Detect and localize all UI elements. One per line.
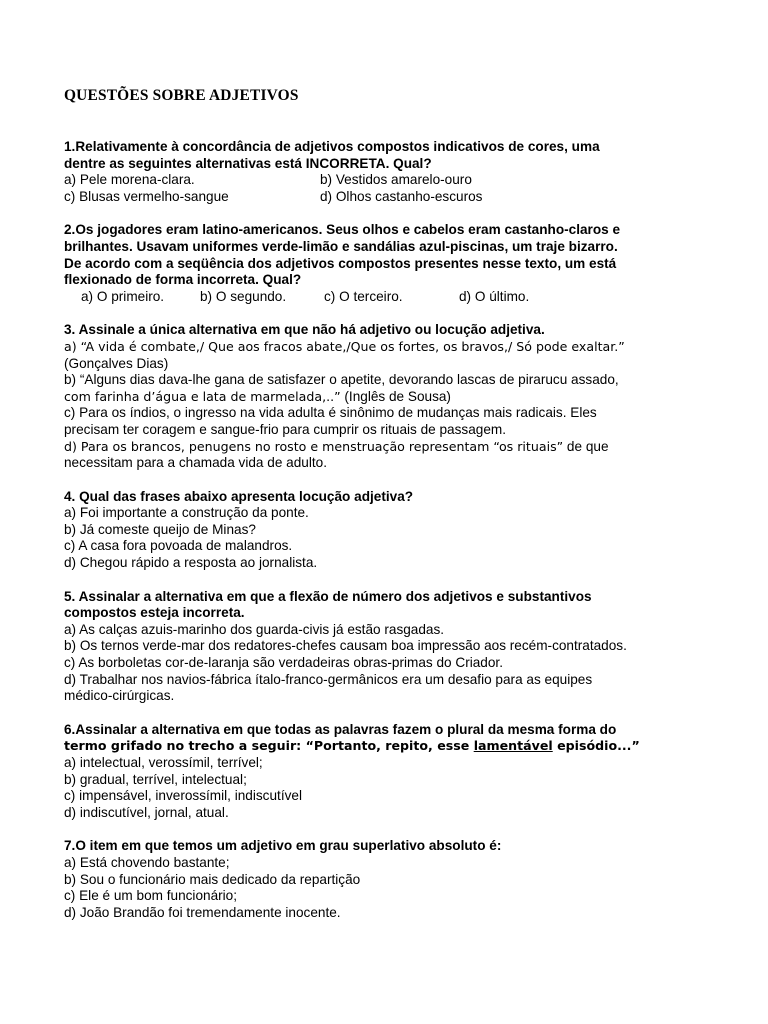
question-6-option-d: d) indiscutível, jornal, atual. xyxy=(64,804,229,820)
question-1-stem-line-2: dentre as seguintes alternativas está INCORRETA. Qual? xyxy=(64,155,432,171)
question-4-stem: 4. Qual das frases abaixo apresenta locução adjetiva? xyxy=(64,488,414,504)
question-1-option-a: a) Pele morena-clara. xyxy=(64,172,195,188)
question-3-option-b-quote: com farinha d’água e lata de marmelada,..” xyxy=(64,388,341,404)
question-3-option-b-line-1: b) “Alguns dias dava-lhe gana de satisfazer o apetite, devorando lascas de pirarucu assado, xyxy=(64,372,619,388)
question-6-stem-line-2 xyxy=(64,738,714,755)
question-7-stem: 7.O item em que temos um adjetivo em grau superlativo absoluto é: xyxy=(64,838,502,854)
question-3-option-d-part-2: de que xyxy=(563,438,609,454)
question-6-stem-part-2: episódio...” xyxy=(552,738,640,754)
question-6 xyxy=(64,722,714,822)
question-2-option-c: c) O terceiro. xyxy=(324,288,403,304)
question-3-option-d-line-2: necessitam para a chamada vida de adulto. xyxy=(64,455,327,471)
question-1-alternatives xyxy=(64,172,714,205)
document-title: QUESTÕES SOBRE ADJETIVOS xyxy=(64,87,299,104)
question-2-stem-line-1: 2.Os jogadores eram latino-americanos. Seus olhos e cabelos eram castanho-claros e xyxy=(64,222,621,238)
question-1 xyxy=(64,139,714,205)
question-4-option-d: d) Chegou rápido a resposta ao jornalista. xyxy=(64,555,318,571)
question-3-option-a-line-1: a) “A vida é combate,/ Que aos fracos abate,/Que os fortes, os bravos,/ Só pode exaltar.” xyxy=(64,338,625,354)
question-2-option-a: a) O primeiro. xyxy=(81,288,165,304)
question-1-stem-line-1: 1.Relativamente à concordância de adjetivos compostos indicativos de cores, uma xyxy=(64,139,600,154)
question-4-option-b: b) Já comeste queijo de Minas? xyxy=(64,521,256,537)
question-1-option-d: d) Olhos castanho-escuros xyxy=(320,188,483,204)
question-2-option-b: b) O segundo. xyxy=(200,288,287,304)
question-5-stem-line-1: 5. Assinalar a alternativa em que a flexão de número dos adjetivos e substantivos xyxy=(64,588,592,604)
question-3-option-c-line-2: precisam ter coragem e sangue-frio para cumprir os rituais de passagem. xyxy=(64,421,506,437)
question-6-stem-line-1: 6.Assinalar a alternativa em que todas as palavras fazem o plural da mesma forma do xyxy=(64,721,617,737)
question-3-option-b-line-2 xyxy=(64,389,714,406)
question-7-option-d: d) João Brandão foi tremendamente inocente. xyxy=(64,904,341,920)
question-5-option-b: b) Os ternos verde-mar dos redatores-chefes causam boa impressão aos recém-contratados. xyxy=(64,638,627,654)
question-3-option-a-line-2: (Gonçalves Dias) xyxy=(64,355,169,371)
question-2-stem-line-2: brilhantes. Usavam uniformes verde-limão e sandálias azul-piscinas, um traje bizarro. xyxy=(64,238,618,254)
question-6-option-a: a) intelectual, verossímil, terrível; xyxy=(64,755,263,770)
question-6-underlined-term: lamentável xyxy=(473,738,553,754)
question-4 xyxy=(64,489,714,572)
question-5-option-d-line-1: d) Trabalhar nos navios-fábrica ítalo-franco-germânicos era um desafio para as equipes xyxy=(64,671,593,687)
question-5 xyxy=(64,589,714,705)
question-3-option-c-line-1: c) Para os índios, o ingresso na vida adulta é sinônimo de mudanças mais radicais. Eles xyxy=(64,405,597,421)
question-5-stem-line-2: compostos esteja incorreta. xyxy=(64,605,245,621)
question-5-option-a: a) As calças azuis-marinho dos guarda-civis já estão rasgadas. xyxy=(64,621,445,637)
question-2-stem-line-4: flexionado de forma incorreta. Qual? xyxy=(64,272,302,288)
question-2 xyxy=(64,222,714,305)
question-3-option-b-author: (Inglês de Sousa) xyxy=(340,388,451,404)
question-4-option-c: c) A casa fora povoada de malandros. xyxy=(64,538,293,554)
question-6-option-c: c) impensável, inverossímil, indiscutível xyxy=(64,788,302,804)
question-7-option-c: c) Ele é um bom funcionário; xyxy=(64,888,238,904)
question-7-option-b: b) Sou o funcionário mais dedicado da repartição xyxy=(64,871,361,887)
question-3-option-d-part-1: d) Para os brancos, penugens no rosto e menstruação representam “os rituais” xyxy=(64,438,564,454)
question-7-option-a: a) Está chovendo bastante; xyxy=(64,854,230,870)
question-6-option-b: b) gradual, terrível, intelectual; xyxy=(64,771,247,787)
question-5-option-d-line-2: médico-cirúrgicas. xyxy=(64,688,175,704)
question-2-stem-line-3: De acordo com a seqüência dos adjetivos compostos presentes nesse texto, um está xyxy=(64,255,617,271)
question-7 xyxy=(64,838,714,921)
question-3-option-d-line-1 xyxy=(64,439,714,456)
question-4-option-a: a) Foi importante a construção da ponte. xyxy=(64,505,309,521)
question-2-alternatives xyxy=(64,289,714,306)
question-3 xyxy=(64,322,714,471)
question-3-stem: 3. Assinale a única alternativa em que não há adjetivo ou locução adjetiva. xyxy=(64,322,545,338)
question-6-stem-part-1: termo grifado no trecho a seguir: “Portanto, repito, esse xyxy=(64,738,474,754)
question-2-option-d: d) O último. xyxy=(459,288,530,304)
question-1-option-c: c) Blusas vermelho-sangue xyxy=(64,188,229,204)
question-5-option-c: c) As borboletas cor-de-laranja são verdadeiras obras-primas do Criador. xyxy=(64,655,503,671)
question-1-option-b: b) Vestidos amarelo-ouro xyxy=(320,172,472,188)
questions-list xyxy=(64,139,714,938)
